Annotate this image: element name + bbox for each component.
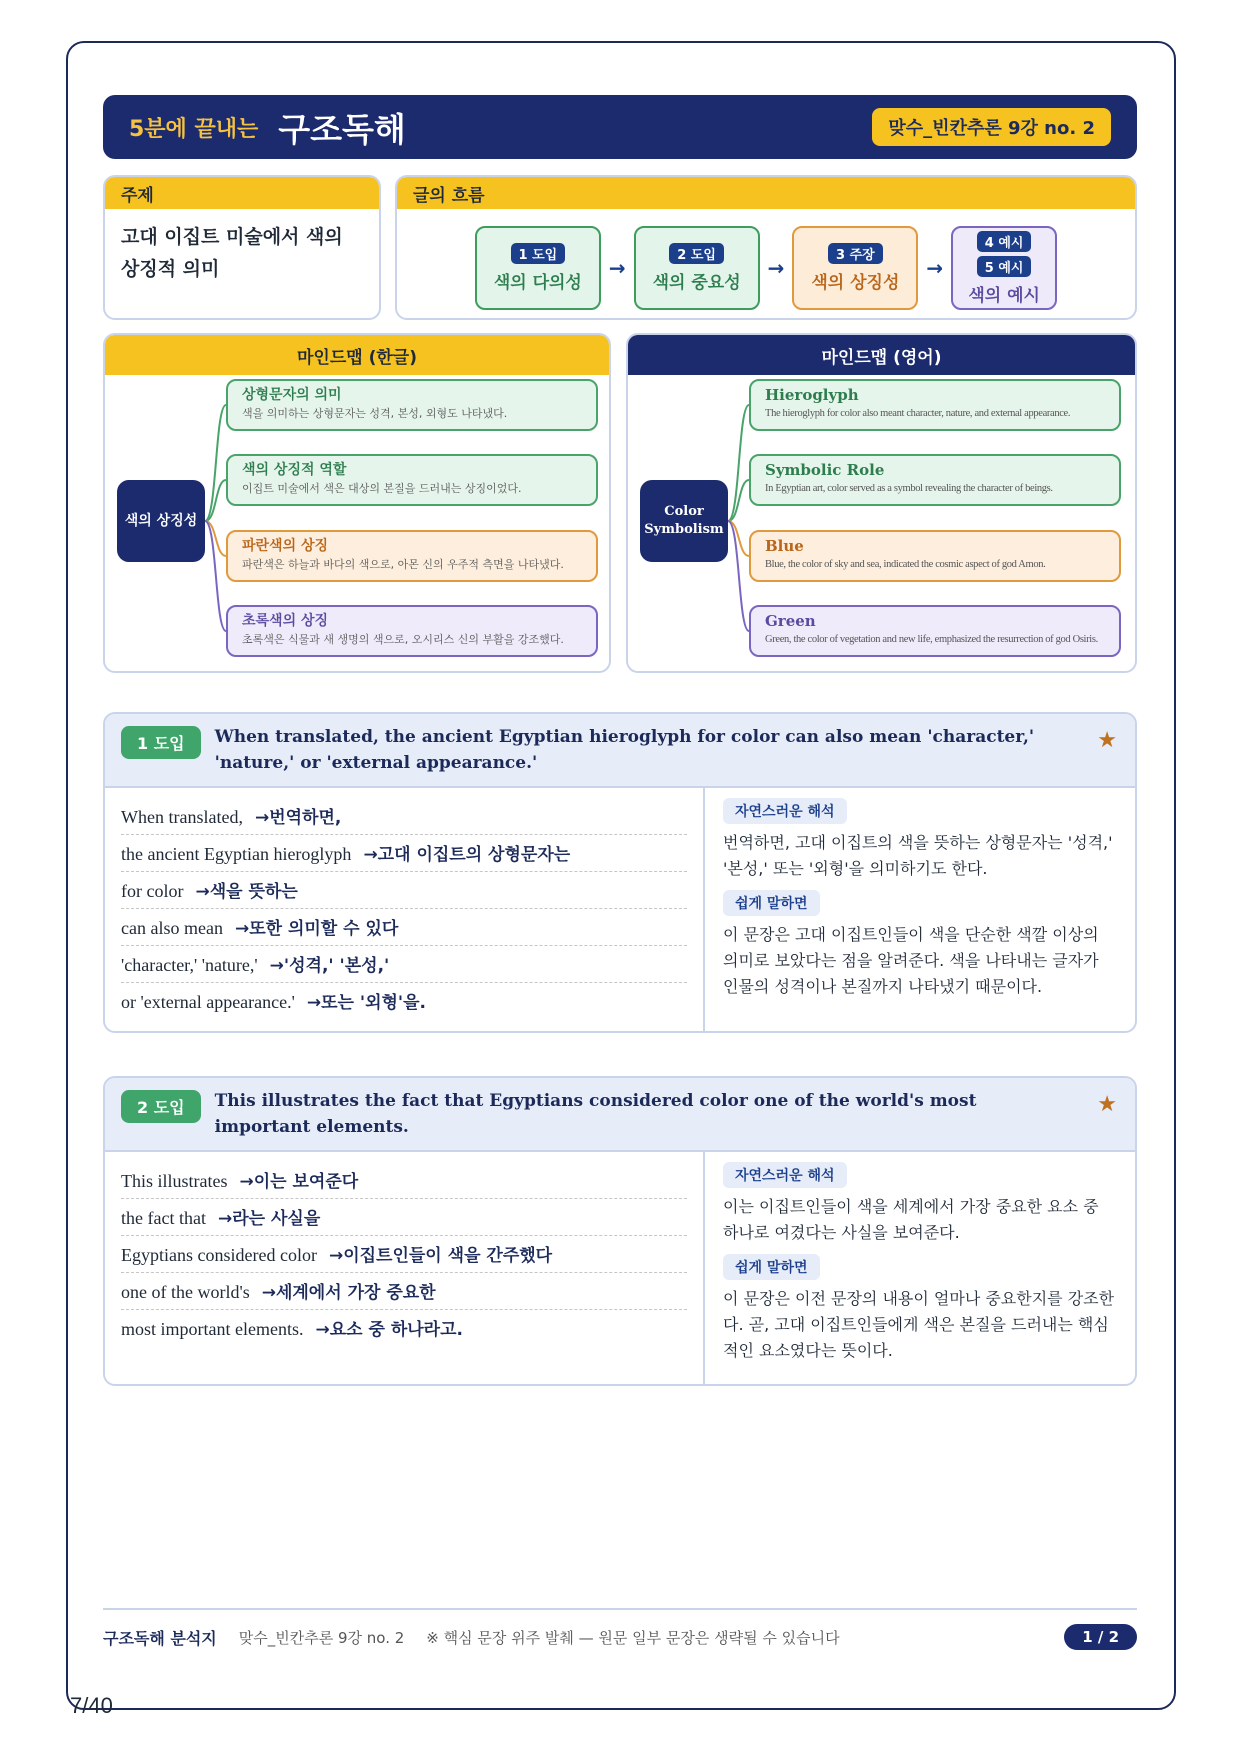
chunk-row xyxy=(121,909,687,946)
mindmap-node-desc: Blue, the color of sky and sea, indicated the cosmic aspect of god Amon. xyxy=(765,559,1046,570)
mindmap-ko-heading: 마인드맵 (한글) xyxy=(105,335,609,375)
flow-tag: 1 도입 xyxy=(511,243,566,264)
chunk-english: Egyptians considered color xyxy=(121,1245,317,1265)
chunk-english: for color xyxy=(121,881,184,901)
chunk-korean: →이집트인들이 색을 간주했다 xyxy=(328,1246,553,1266)
header-title: 구조독해 xyxy=(278,109,406,149)
chunk-korean: →요소 중 하나라고. xyxy=(315,1320,463,1340)
flow-arrow-icon: → xyxy=(767,256,785,280)
natural-translation-label: 자연스러운 해석 xyxy=(723,798,847,824)
mindmap-node-desc: In Egyptian art, color served as a symbol revealing the character of beings. xyxy=(765,483,1053,494)
mindmap-node-desc: 색을 의미하는 상형문자는 성격, 본성, 외형도 나타냈다. xyxy=(242,407,508,420)
chunk-korean: →번역하면, xyxy=(254,808,342,828)
page-footer xyxy=(103,1608,1137,1650)
chunk-korean: →이는 보여준다 xyxy=(239,1172,359,1192)
star-icon: ★ xyxy=(1097,728,1117,753)
mindmap-node-desc: 이집트 미술에서 색은 대상의 본질을 드러내는 상징이었다. xyxy=(242,482,522,495)
chunk-korean: →또한 의미할 수 있다 xyxy=(234,919,399,939)
chunk-row xyxy=(121,983,687,1019)
chunk-row xyxy=(121,1236,687,1273)
chunk-english: can also mean xyxy=(121,918,223,938)
flow-node-1 xyxy=(475,226,601,310)
chunk-english: one of the world's xyxy=(121,1282,250,1302)
chunk-list xyxy=(105,1152,705,1384)
mindmap-korean xyxy=(103,333,611,673)
mindmap-node-title: 파란색의 상징 xyxy=(242,538,329,554)
mindmap-ko-node xyxy=(226,454,598,506)
flow-label: 색의 상징성 xyxy=(811,273,900,293)
chunk-row xyxy=(121,1199,687,1236)
mindmap-node-desc: 파란색은 하늘과 바다의 색으로, 아몬 신의 우주적 측면을 나타냈다. xyxy=(242,558,564,571)
lesson-badge: 맞수_빈칸추론 9강 no. 2 xyxy=(872,108,1111,146)
topic-box xyxy=(103,175,381,320)
flow-node-3 xyxy=(792,226,918,310)
flow-heading: 글의 흐름 xyxy=(397,177,1135,209)
easy-explanation-label: 쉽게 말하면 xyxy=(723,1254,820,1280)
page-header xyxy=(103,95,1137,159)
chunk-korean: →또는 '외형'을. xyxy=(306,993,427,1013)
mindmap-node-title: Symbolic Role xyxy=(765,461,885,479)
flow-node-2 xyxy=(634,226,760,310)
topic-text: 고대 이집트 미술에서 색의 상징적 의미 xyxy=(121,226,343,280)
chunk-row xyxy=(121,1310,687,1346)
chunk-korean: →고대 이집트의 상형문자는 xyxy=(363,845,571,865)
mindmap-en-node xyxy=(749,530,1121,582)
mindmap-en-node xyxy=(749,605,1121,657)
mindmap-node-title: 색의 상징적 역할 xyxy=(242,462,347,478)
natural-translation: 이는 이집트인들이 색을 세계에서 가장 중요한 요소 중 하나로 여겼다는 사실을 보여준다. xyxy=(723,1197,1099,1242)
easy-explanation-label: 쉽게 말하면 xyxy=(723,890,820,916)
flow-node-4 xyxy=(951,226,1057,310)
easy-explanation: 이 문장은 이전 문장의 내용이 얼마나 중요한지를 강조한다. 곧, 고대 이집트인들에게 색은 본질을 드러내는 핵심적인 요소였다는 뜻이다. xyxy=(723,1289,1115,1360)
mindmap-en-root: Color Symbolism xyxy=(640,480,728,562)
sentence-section-2 xyxy=(103,1076,1137,1386)
mindmap-en-node xyxy=(749,379,1121,431)
chunk-english: or 'external appearance.' xyxy=(121,992,295,1012)
mindmap-ko-node xyxy=(226,530,598,582)
header-subtitle: 5분에 끝내는 xyxy=(129,116,259,142)
mindmap-node-title: Green xyxy=(765,612,816,630)
flow-tag: 3 주장 xyxy=(828,243,883,264)
sentence-header xyxy=(105,714,1135,788)
mindmap-node-desc: Green, the color of vegetation and new life, emphasized the resurrection of god Osiris. xyxy=(765,634,1098,645)
chunk-english: When translated, xyxy=(121,807,243,827)
mindmap-node-title: Blue xyxy=(765,537,804,555)
mindmap-node-title: 상형문자의 의미 xyxy=(242,387,342,403)
chunk-english: the ancient Egyptian hieroglyph xyxy=(121,844,352,864)
chunk-korean: →'성격,' '본성,' xyxy=(269,956,390,976)
footer-note: ※ 핵심 문장 위주 발췌 — 원문 일부 문장은 생략될 수 있습니다 xyxy=(426,1628,840,1647)
sentence-text: When translated, the ancient Egyptian hieroglyph for color can also mean 'character,' 'nature,' or 'external appearance.' xyxy=(214,727,1035,773)
chunk-row xyxy=(121,946,687,983)
mindmap-ko-node xyxy=(226,379,598,431)
interpretation-panel xyxy=(705,1152,1135,1384)
sentence-text: This illustrates the fact that Egyptians considered color one of the world's most important elements. xyxy=(214,1091,977,1137)
mindmap-en-node xyxy=(749,454,1121,506)
mindmap-node-title: Hieroglyph xyxy=(765,386,859,404)
page-number-badge: 1 / 2 xyxy=(1064,1624,1137,1650)
easy-explanation: 이 문장은 고대 이집트인들이 색을 단순한 색깔 이상의 의미로 보았다는 점을 알려준다. 색을 나타내는 글자가 인물의 성격이나 본질까지 나타냈기 때문이다. xyxy=(723,925,1099,996)
chunk-english: 'character,' 'nature,' xyxy=(121,955,258,975)
mindmap-english xyxy=(626,333,1137,673)
sentence-badge: 2 도입 xyxy=(121,1090,201,1123)
chunk-english: the fact that xyxy=(121,1208,206,1228)
chunk-row xyxy=(121,1273,687,1310)
chunk-korean: →색을 뜻하는 xyxy=(195,882,298,902)
flow-tag: 4 예시 xyxy=(977,231,1032,252)
chunk-row xyxy=(121,872,687,909)
flow-diagram xyxy=(397,209,1135,319)
footer-title: 구조독해 분석지 xyxy=(103,1628,217,1648)
star-icon: ★ xyxy=(1097,1092,1117,1117)
flow-tag: 2 도입 xyxy=(669,243,724,264)
natural-translation: 번역하면, 고대 이집트의 색을 뜻하는 상형문자는 '성격,' '본성,' 또는 '외형'을 의미하기도 한다. xyxy=(723,833,1113,878)
page-counter: 7/40 xyxy=(70,1693,113,1718)
chunk-korean: →세계에서 가장 중요한 xyxy=(261,1283,436,1303)
mindmap-en-heading: 마인드맵 (영어) xyxy=(628,335,1135,375)
flow-tag: 5 예시 xyxy=(977,256,1032,277)
chunk-korean: →라는 사실을 xyxy=(217,1209,321,1229)
chunk-row xyxy=(121,1162,687,1199)
mindmap-ko-root: 색의 상징성 xyxy=(117,480,205,562)
flow-label: 색의 예시 xyxy=(968,285,1040,306)
mindmap-node-desc: 초록색은 식물과 새 생명의 색으로, 오시리스 신의 부활을 강조했다. xyxy=(242,633,564,646)
chunk-english: This illustrates xyxy=(121,1171,228,1191)
footer-course: 맞수_빈칸추론 9강 no. 2 xyxy=(238,1628,405,1647)
flow-label: 색의 중요성 xyxy=(652,273,741,293)
interpretation-panel xyxy=(705,788,1135,1031)
sentence-badge: 1 도입 xyxy=(121,726,201,759)
flow-box xyxy=(395,175,1137,320)
mindmap-node-title: 초록색의 상징 xyxy=(242,613,329,629)
mindmap-node-desc: The hieroglyph for color also meant character, nature, and external appearance. xyxy=(765,408,1071,419)
mindmap-ko-node xyxy=(226,605,598,657)
chunk-row xyxy=(121,798,687,835)
flow-label: 색의 다의성 xyxy=(493,273,582,293)
sentence-header xyxy=(105,1078,1135,1152)
natural-translation-label: 자연스러운 해석 xyxy=(723,1162,847,1188)
sentence-section-1 xyxy=(103,712,1137,1033)
chunk-list xyxy=(105,788,705,1031)
topic-heading: 주제 xyxy=(105,177,379,209)
flow-arrow-icon: → xyxy=(926,256,944,280)
chunk-english: most important elements. xyxy=(121,1319,304,1339)
chunk-row xyxy=(121,835,687,872)
flow-arrow-icon: → xyxy=(608,256,626,280)
